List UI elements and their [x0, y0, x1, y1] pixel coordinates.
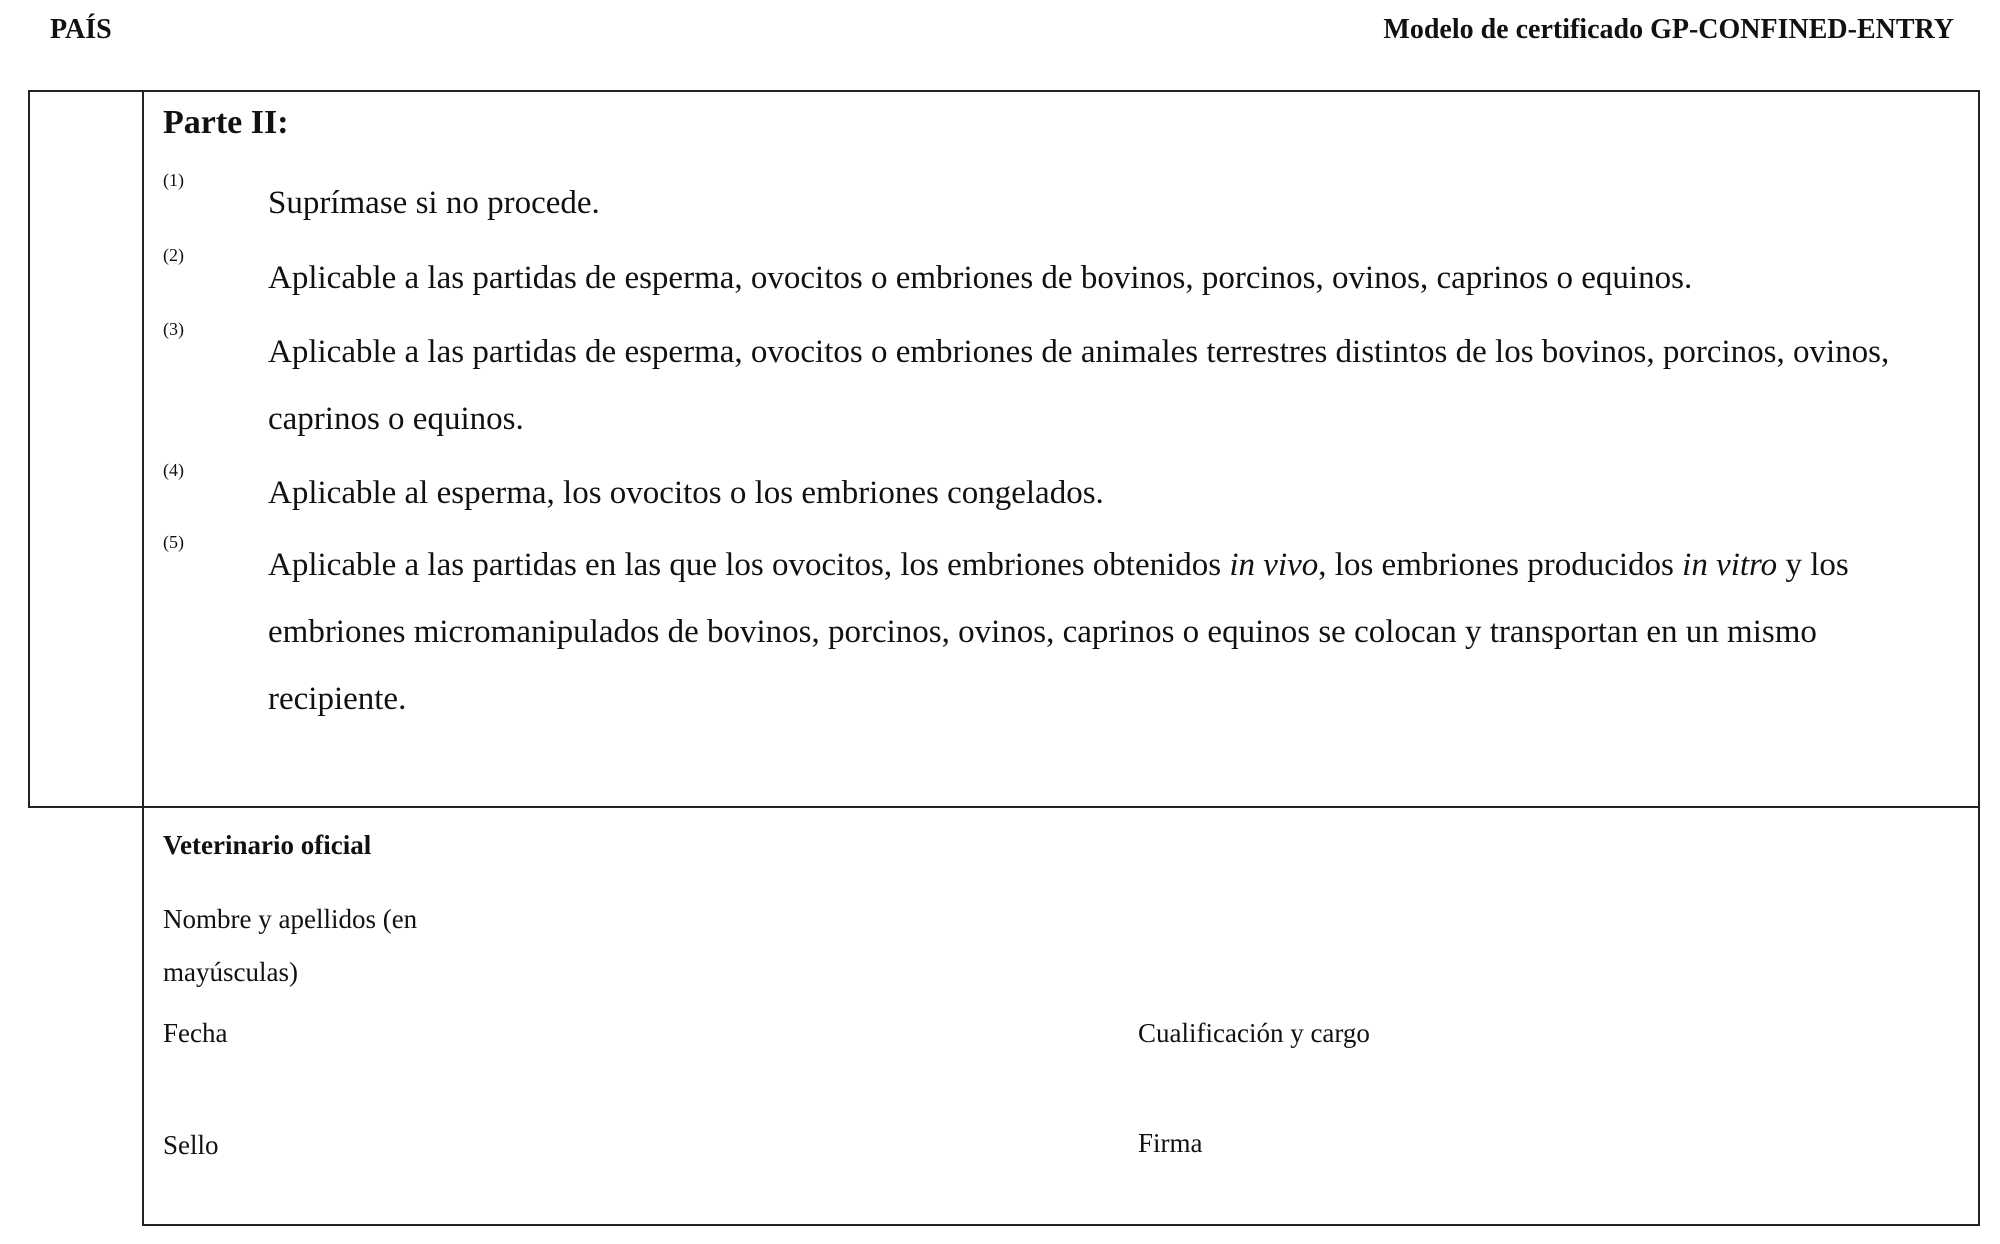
- note-text: Aplicable a las partidas de esperma, ovocitos o embriones de bovinos, porcinos, ovinos, caprinos o equinos.: [268, 260, 1693, 296]
- note-number: (2): [163, 245, 184, 265]
- bottom-border: [142, 1224, 1980, 1226]
- note-text-part: , los embriones producidos: [1318, 547, 1683, 583]
- qualification-label: Cualificación y cargo: [1138, 1018, 1370, 1048]
- note-text: Suprímase si no procede.: [268, 185, 600, 221]
- note-text-part: Aplicable a las partidas en las que los ovocitos, los embriones obtenidos: [268, 547, 1230, 583]
- note-number: (4): [163, 460, 184, 480]
- name-label: Nombre y apellidos (en mayúsculas): [163, 904, 418, 987]
- note-text: Aplicable al esperma, los ovocitos o los embriones congelados.: [268, 475, 1104, 511]
- note-2: [163, 245, 1953, 312]
- note-text-part: y los embriones micromanipulados de bovinos, porcinos, ovinos, caprinos o equinos se colocan y transportan en un mismo recipiente.: [268, 547, 1849, 717]
- note-italic: in vitro: [1682, 547, 1778, 583]
- part-title: Parte II:: [163, 104, 289, 141]
- bottom-left-divider: [142, 808, 144, 1226]
- note-3: [163, 319, 1953, 453]
- bottom-right-border: [1978, 808, 1980, 1226]
- note-text: [268, 532, 1953, 733]
- stamp-label: Sello: [163, 1130, 219, 1160]
- header-country: PAÍS: [50, 14, 112, 45]
- note-5: [163, 532, 1953, 733]
- note-text: Aplicable a las partidas de esperma, ovocitos o embriones de animales terrestres distintos de los bovinos, porcinos, ovinos, caprinos o equinos.: [268, 334, 1890, 437]
- note-number: (3): [163, 319, 184, 339]
- note-4: [163, 460, 1953, 527]
- note-number: (1): [163, 170, 184, 190]
- left-column-divider: [142, 90, 144, 808]
- date-label: Fecha: [163, 1018, 228, 1048]
- note-italic: in vivo: [1229, 547, 1319, 583]
- note-1: [163, 170, 1953, 237]
- vet-title: Veterinario oficial: [163, 830, 372, 860]
- header-model: Modelo de certificado GP-CONFINED-ENTRY: [1383, 14, 1954, 45]
- signature-label: Firma: [1138, 1128, 1203, 1158]
- note-number: (5): [163, 532, 184, 552]
